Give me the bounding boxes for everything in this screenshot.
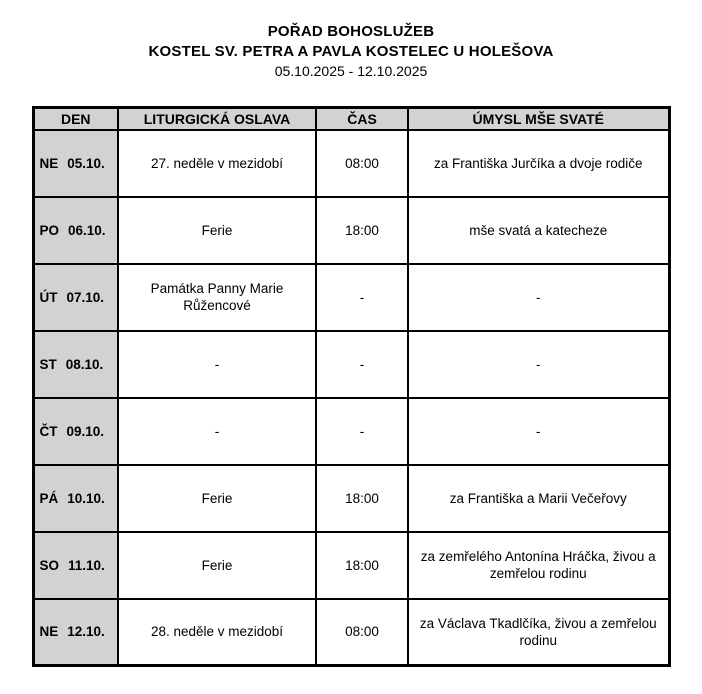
celebration-cell: - [118, 398, 316, 465]
table-row [33, 599, 669, 666]
day-abbr: NE [39, 624, 59, 640]
intention-cell: za Františka Jurčíka a dvoje rodiče [408, 130, 669, 197]
time-cell: 18:00 [316, 197, 408, 264]
day-cell [33, 197, 118, 264]
day-date: 10.10. [67, 490, 105, 506]
column-header-cas: ČAS [316, 108, 408, 130]
day-date: 07.10. [66, 289, 105, 305]
day-cell [33, 331, 118, 398]
day-abbr: ÚT [39, 289, 58, 305]
table-row [33, 532, 669, 599]
document-header [0, 0, 702, 81]
day-abbr: ST [39, 356, 57, 372]
day-date: 06.10. [68, 222, 106, 238]
day-abbr: SO [39, 557, 60, 573]
time-cell: 18:00 [316, 532, 408, 599]
header-row [33, 108, 669, 130]
intention-cell: - [408, 398, 669, 465]
day-cell [33, 465, 118, 532]
date-range: 05.10.2025 - 12.10.2025 [274, 63, 428, 79]
schedule-table [32, 106, 671, 667]
day-abbr: NE [39, 155, 59, 171]
day-cell [33, 599, 118, 666]
table-row [33, 197, 669, 264]
page-subtitle: KOSTEL SV. PETRA A PAVLA KOSTELEC U HOLEŠOVA [148, 43, 554, 60]
day-cell [33, 398, 118, 465]
day-date: 05.10. [67, 155, 105, 171]
celebration-cell: Ferie [118, 465, 316, 532]
column-header-umysl: ÚMYSL MŠE SVATÉ [408, 108, 669, 130]
table-row [33, 465, 669, 532]
intention-cell: - [408, 264, 669, 331]
schedule-table-header [33, 108, 669, 130]
celebration-cell: Ferie [118, 532, 316, 599]
table-row [33, 331, 669, 398]
day-cell [33, 264, 118, 331]
day-abbr: PO [39, 222, 60, 238]
intention-cell: za Václava Tkadlčíka, živou a zemřelou rodinu [408, 599, 669, 666]
table-row [33, 398, 669, 465]
intention-cell: - [408, 331, 669, 398]
celebration-cell: Ferie [118, 197, 316, 264]
celebration-cell: - [118, 331, 316, 398]
table-row [33, 130, 669, 197]
celebration-cell: Památka Panny Marie Růžencové [118, 264, 316, 331]
column-header-oslava: LITURGICKÁ OSLAVA [118, 108, 316, 130]
intention-cell: za zemřelého Antonína Hráčka, živou a zemřelou rodinu [408, 532, 669, 599]
day-abbr: PÁ [39, 490, 59, 506]
intention-cell: za Františka a Marii Večeřovy [408, 465, 669, 532]
intention-cell: mše svatá a katecheze [408, 197, 669, 264]
day-date: 11.10. [68, 557, 105, 573]
day-date: 09.10. [66, 423, 105, 439]
day-cell [33, 532, 118, 599]
time-cell: - [316, 264, 408, 331]
time-cell: - [316, 331, 408, 398]
celebration-cell: 28. neděle v mezidobí [118, 599, 316, 666]
day-cell [33, 130, 118, 197]
day-date: 08.10. [65, 356, 104, 372]
schedule-table-body [33, 130, 669, 666]
celebration-cell: 27. neděle v mezidobí [118, 130, 316, 197]
time-cell: 18:00 [316, 465, 408, 532]
table-row [33, 264, 669, 331]
time-cell: - [316, 398, 408, 465]
column-header-den: DEN [33, 108, 118, 130]
time-cell: 08:00 [316, 130, 408, 197]
time-cell: 08:00 [316, 599, 408, 666]
day-abbr: ČT [39, 423, 58, 439]
page-title: POŘAD BOHOSLUŽEB [267, 23, 435, 40]
day-date: 12.10. [67, 624, 105, 640]
